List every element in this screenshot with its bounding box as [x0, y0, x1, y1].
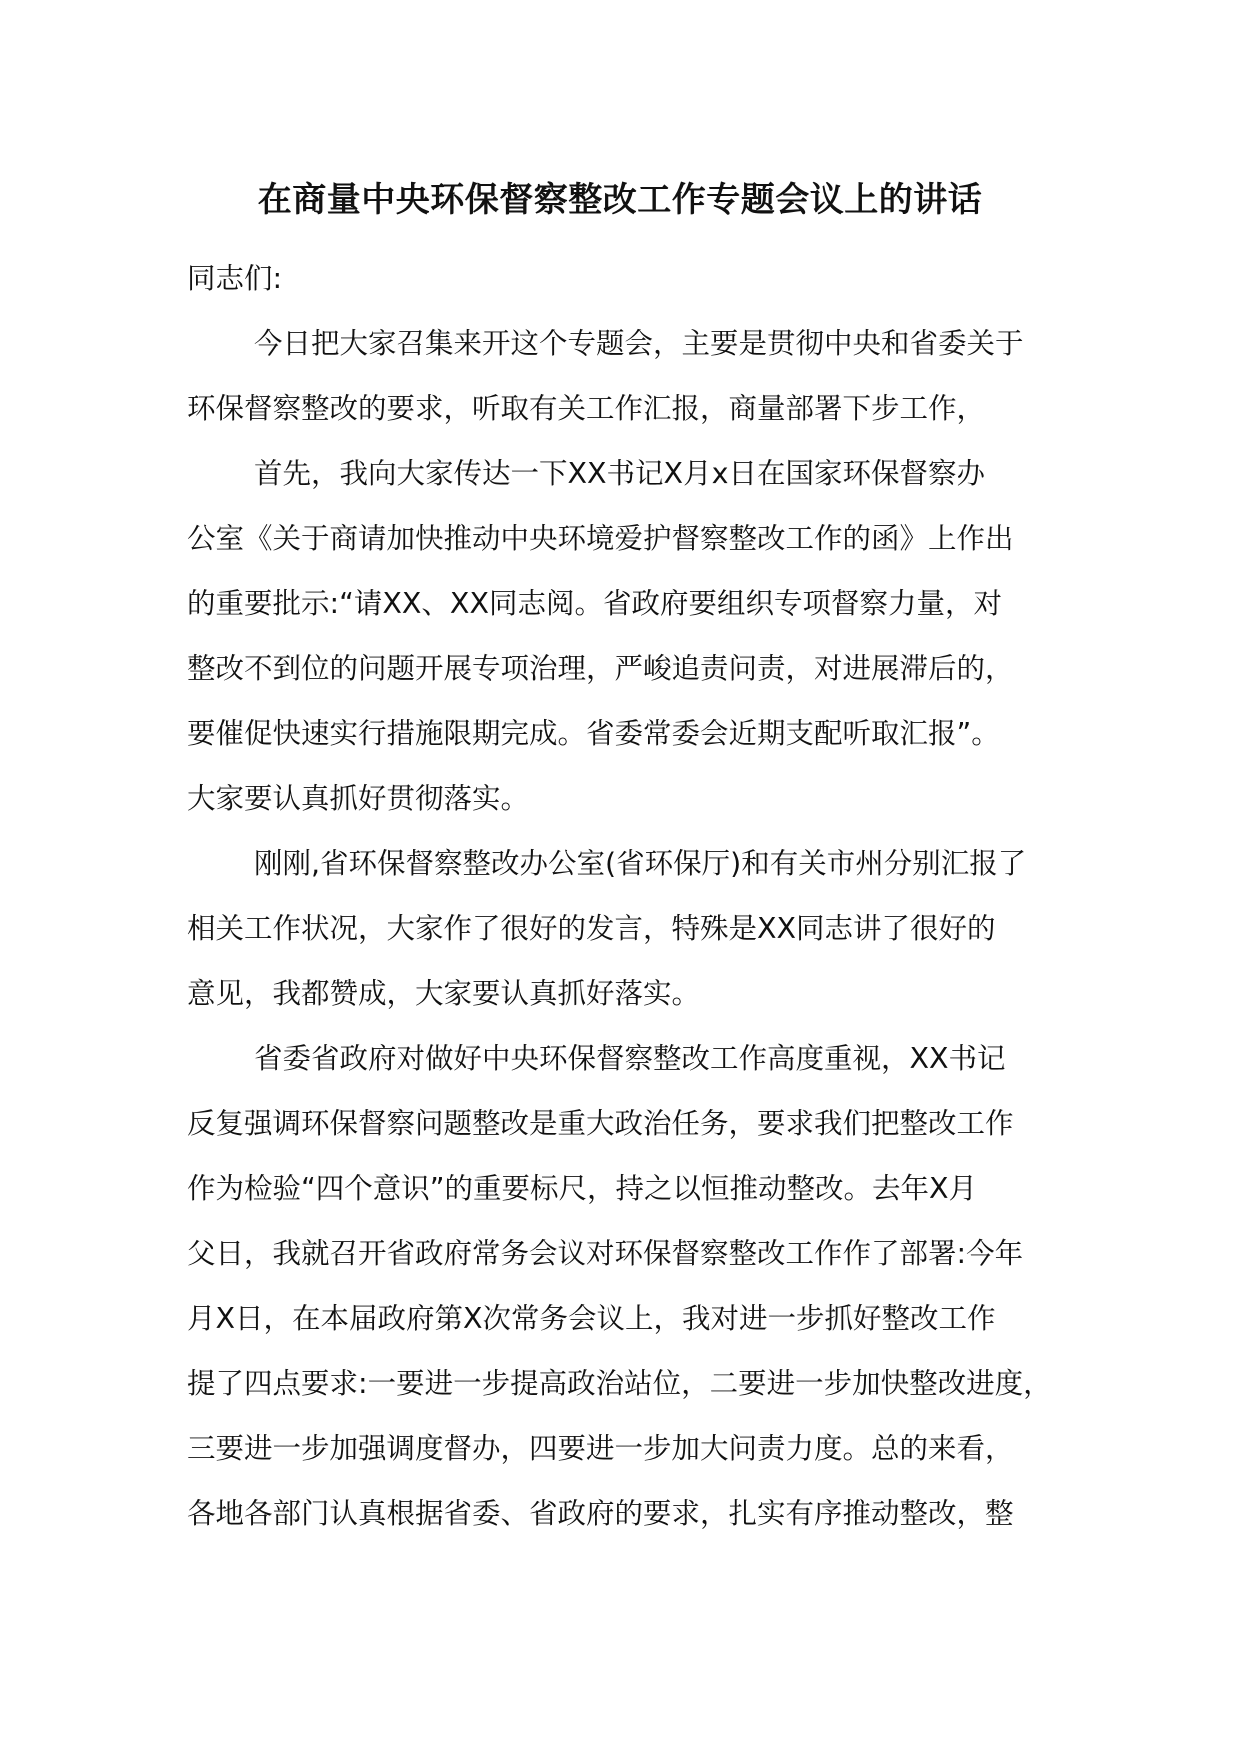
text-line: 反复强调环保督察问题整改是重大政治任务，要求我们把整改工作 [187, 1107, 1014, 1140]
text-line: 环保督察整改的要求，听取有关工作汇报，商量部署下步工作， [187, 392, 986, 425]
document-title: 在商量中央环保督察整改工作专题会议上的讲话 [257, 180, 983, 220]
text-line: 月X日，在本届政府第X次常务会议上，我对进一步抓好整改工作 [187, 1302, 996, 1335]
text-line: 刚刚,省环保督察整改办公室(省环保厅)和有关市州分别汇报了 [254, 847, 1027, 880]
text-line: 作为检验“四个意识”的重要标尺，持之以恒推动整改。去年X月 [187, 1172, 978, 1205]
text-line: 的重要批示:“请XX、XX同志阅。省政府要组织专项督察力量，对 [187, 587, 1002, 620]
text-line: 提了四点要求:一要进一步提高政治站位，二要进一步加快整改进度， [187, 1367, 1052, 1400]
text-line: 今日把大家召集来开这个专题会，主要是贯彻中央和省委关于 [254, 327, 1024, 360]
text-line: 整改不到位的问题开展专项治理，严峻追责问责，对进展滞后的， [187, 652, 1014, 685]
text-line: 各地各部门认真根据省委、省政府的要求，扎实有序推动整改，整 [187, 1497, 1014, 1530]
text-line: 要催促快速实行措施限期完成。省委常委会近期支配听取汇报”。 [187, 717, 1000, 750]
text-line: 首先，我向大家传达一下XX书记X月x日在国家环保督察办 [254, 457, 985, 490]
text-line: 同志们: [187, 262, 283, 295]
text-line: 三要进一步加强调度督办，四要进一步加大问责力度。总的来看， [187, 1432, 1014, 1465]
text-line: 父日，我就召开省政府常务会议对环保督察整改工作作了部署:今年 [187, 1237, 1024, 1270]
document-body [187, 246, 1067, 1546]
text-line: 相关工作状况，大家作了很好的发言，特殊是XX同志讲了很好的 [187, 912, 996, 945]
text-line: 意见，我都赞成，大家要认真抓好落实。 [187, 977, 701, 1010]
text-line: 公室《关于商请加快推动中央环境爱护督察整改工作的函》上作出 [187, 522, 1014, 555]
text-line: 省委省政府对做好中央环保督察整改工作高度重视，XX书记 [254, 1042, 1006, 1075]
text-line: 大家要认真抓好贯彻落实。 [187, 782, 530, 815]
